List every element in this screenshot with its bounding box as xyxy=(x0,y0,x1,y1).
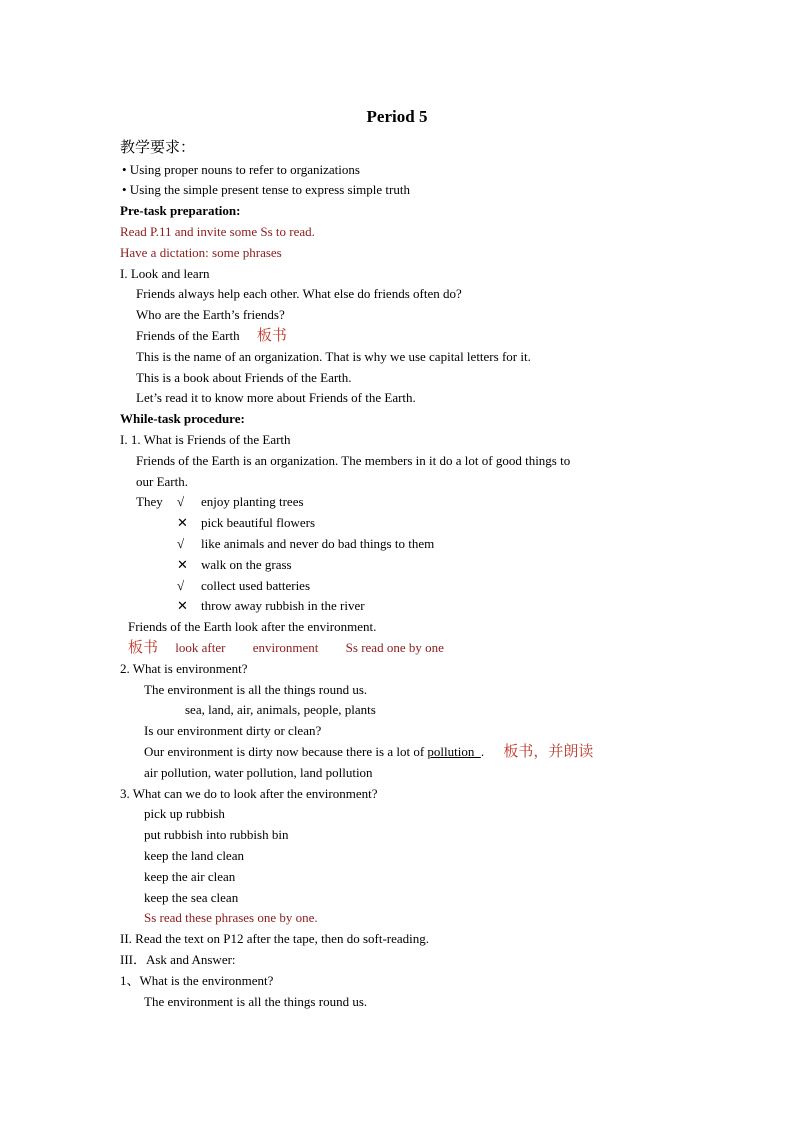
dirty-line xyxy=(144,744,593,760)
action-text: throw away rubbish in the river xyxy=(201,598,365,613)
board-word: Ss read one by one xyxy=(345,640,444,655)
section-3-question: 1、What is the environment? xyxy=(120,973,274,988)
board-note: 板书 xyxy=(256,328,287,344)
check-icon: √ xyxy=(177,536,185,551)
question-1: I. 1. What is Friends of the Earth xyxy=(120,432,291,447)
question-2: 2. What is environment? xyxy=(120,661,248,676)
they-label: They xyxy=(136,494,163,509)
section-2: II. Read the text on P12 after the tape, then do soft-reading. xyxy=(120,931,430,946)
environment-list: sea, land, air, animals, people, plants xyxy=(185,702,376,717)
pre-task-heading: Pre-task preparation: xyxy=(120,203,241,218)
action-phrase: pick up rubbish xyxy=(144,806,225,821)
pre-task-line: Read P.11 and invite some Ss to read. xyxy=(120,224,315,239)
cross-icon: ✕ xyxy=(177,515,188,530)
action-item xyxy=(177,557,292,573)
look-learn-line: Who are the Earth’s friends? xyxy=(136,307,285,322)
dirty-tail: . xyxy=(480,744,485,759)
board-word: environment xyxy=(252,640,319,655)
action-phrase: put rubbish into rubbish bin xyxy=(144,827,289,842)
answer-2: The environment is all the things round us. xyxy=(144,682,368,697)
answer-1-line: Friends of the Earth is an organization. The members in it do a lot of good things to xyxy=(136,453,571,468)
action-item xyxy=(177,598,365,614)
requirement-item: • Using the simple present tense to express simple truth xyxy=(122,182,410,197)
pre-task-line: Have a dictation: some phrases xyxy=(120,245,282,260)
action-text: collect used batteries xyxy=(201,578,311,593)
look-learn-line: Let’s read it to know more about Friends of the Earth. xyxy=(136,390,416,405)
look-learn-line: Friends always help each other. What else do friends often do? xyxy=(136,286,462,301)
cross-icon: ✕ xyxy=(177,557,188,572)
cross-icon: ✕ xyxy=(177,598,188,613)
look-learn-line: This is a book about Friends of the Earth. xyxy=(136,370,352,385)
question-3: 3. What can we do to look after the environment? xyxy=(120,786,378,801)
board-note: 板书，并朗读 xyxy=(503,744,594,760)
read-note: Ss read these phrases one by one. xyxy=(144,910,318,925)
action-item xyxy=(177,515,315,531)
section-3-heading: III．Ask and Answer: xyxy=(120,952,236,967)
action-text: pick beautiful flowers xyxy=(201,515,316,530)
while-task-heading: While-task procedure: xyxy=(120,411,245,426)
action-item xyxy=(177,536,434,552)
check-icon: √ xyxy=(177,578,185,593)
board-word: look after xyxy=(175,640,226,655)
action-phrase: keep the air clean xyxy=(144,869,236,884)
summary-line: Friends of the Earth look after the environment. xyxy=(128,619,377,634)
board-line xyxy=(128,640,444,656)
pollution-types: air pollution, water pollution, land pollution xyxy=(144,765,373,780)
question-2b: Is our environment dirty or clean? xyxy=(144,723,322,738)
page-title: Period 5 xyxy=(366,107,428,126)
section-3-answer: The environment is all the things round us. xyxy=(144,994,368,1009)
action-phrase: keep the sea clean xyxy=(144,890,239,905)
pollution-word: pollution xyxy=(427,744,475,759)
dirty-text: Our environment is dirty now because there is a lot of xyxy=(144,744,425,759)
action-phrase: keep the land clean xyxy=(144,848,244,863)
action-text: enjoy planting trees xyxy=(201,494,304,509)
requirements-heading: 教学要求： xyxy=(120,140,196,156)
answer-1-line: our Earth. xyxy=(136,474,188,489)
action-text: walk on the grass xyxy=(201,557,292,572)
foe-line xyxy=(136,328,287,344)
action-item xyxy=(177,494,304,510)
foe-text: Friends of the Earth xyxy=(136,328,240,343)
requirement-item: • Using proper nouns to refer to organizations xyxy=(122,162,360,177)
action-text: like animals and never do bad things to them xyxy=(201,536,435,551)
check-icon: √ xyxy=(177,494,185,509)
action-item xyxy=(177,578,310,594)
look-learn-heading: I. Look and learn xyxy=(120,266,210,281)
look-learn-line: This is the name of an organization. That is why we use capital letters for it. xyxy=(136,349,531,364)
board-label: 板书 xyxy=(128,640,159,656)
